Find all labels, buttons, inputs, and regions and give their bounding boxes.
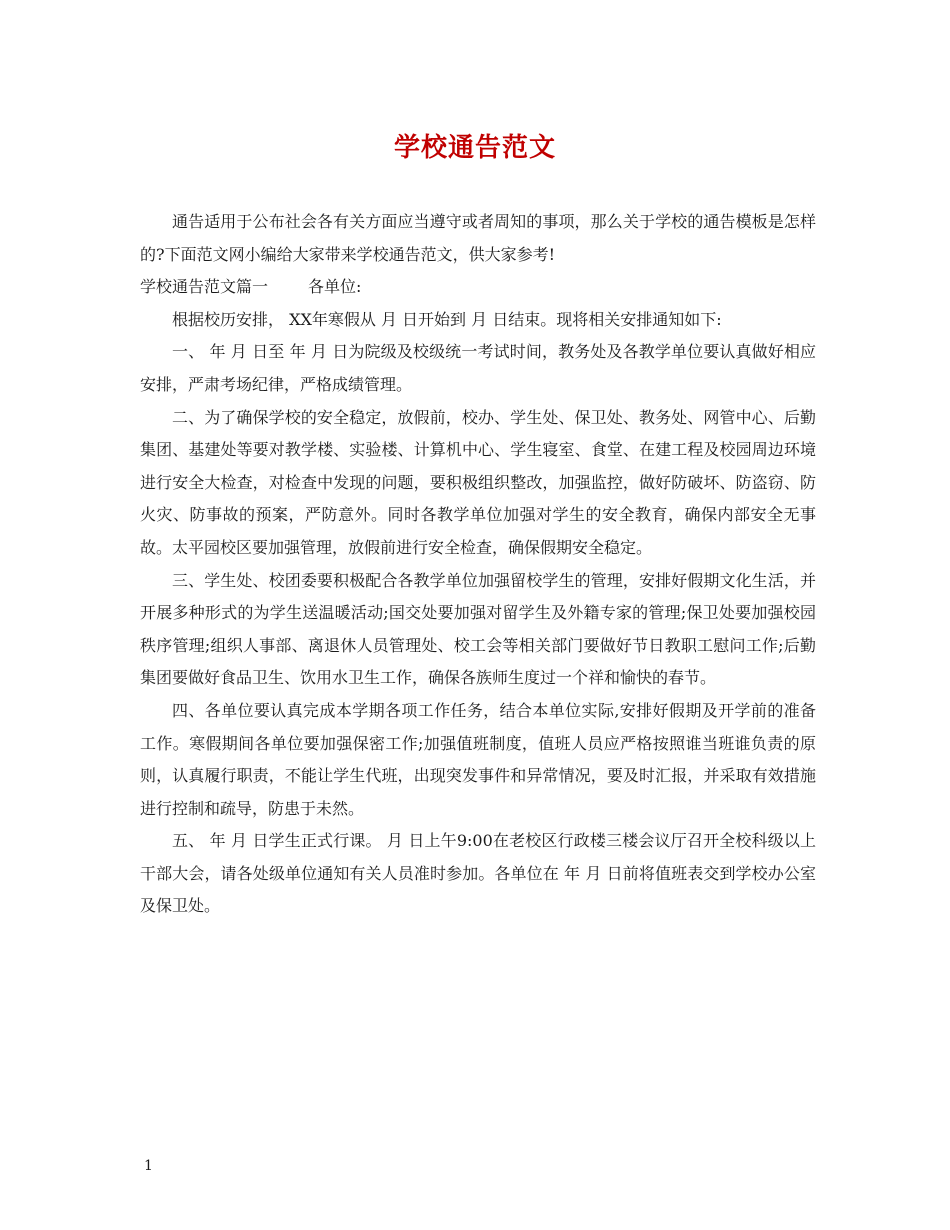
paragraph-item-4: 四、各单位要认真完成本学期各项工作任务，结合本单位实际,安排好假期及开学前的准备工作。寒假期间各单位要加强保密工作;加强值班制度，值班人员应严格按照谁当班谁负责的原则，认真履行职责，不能让学生代班，出现突发事件和异常情况，要及时汇报，并采取有效措施进行控制和疏导，防患于未然。 (140, 700, 816, 818)
page-title: 学校通告范文 (393, 133, 556, 163)
section-heading (140, 271, 816, 304)
paragraph-schedule: 根据校历安排， XX年寒假从 月 日开始到 月 日结束。现将相关安排通知如下: (172, 309, 722, 329)
section-heading-label: 学校通告范文篇一 (140, 277, 269, 297)
intro-paragraph: 通告适用于公布社会各有关方面应当遵守或者周知的事项，那么关于学校的通告模板是怎样的?下面范文网小编给大家带来学校通告范文，供大家参考! (140, 212, 816, 264)
paragraph-item-3: 三、学生处、校团委要积极配合各教学单位加强留校学生的管理，安排好假期文化生活，并开展多种形式的为学生送温暖活动;国交处要加强对留学生及外籍专家的管理;保卫处要加强校园秩序管理;组织人事部、离退休人员管理处、校工会等相关部门要做好节日教职工慰问工作;后勤集团要做好食品卫生、饮用水卫生工作，确保各族师生度过一个祥和愉快的春节。 (140, 570, 816, 688)
section-heading-addressee: 各单位: (308, 277, 362, 297)
paragraph-item-5: 五、 年 月 日学生正式行课。 月 日上午9:00在老校区行政楼三楼会议厅召开全校科级以上干部大会，请各处级单位通知有关人员准时参加。各单位在 年 月 日前将值班表交到学校办公室及保卫处。 (140, 831, 816, 916)
paragraph-item-1: 一、 年 月 日至 年 月 日为院级及校级统一考试时间，教务处及各教学单位要认真做好相应安排，严肃考场纪律，严格成绩管理。 (140, 342, 816, 394)
page-number: 1 (144, 1158, 153, 1174)
paragraph-item-2: 二、为了确保学校的安全稳定，放假前，校办、学生处、保卫处、教务处、网管中心、后勤集团、基建处等要对教学楼、实验楼、计算机中心、学生寝室、食堂、在建工程及校园周边环境进行安全大检查，对检查中发现的问题，要积极组织整改，加强监控，做好防破坏、防盗窃、防火灾、防事故的预案，严防意外。同时各教学单位加强对学生的安全教育，确保内部安全无事故。太平园校区要加强管理，放假前进行安全检查，确保假期安全稳定。 (140, 407, 816, 557)
document-body (140, 206, 816, 923)
